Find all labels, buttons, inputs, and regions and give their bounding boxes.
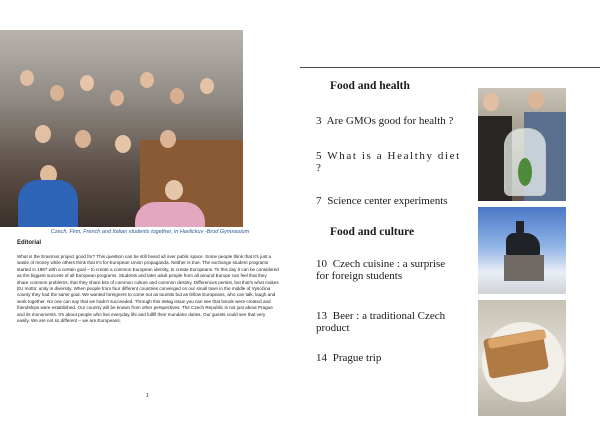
editorial-title: Editorial [17, 240, 42, 246]
toc-page-number: 14 [316, 352, 327, 364]
toc-title: Czech cuisine : a surprise for foreign students [316, 258, 446, 282]
toc-title: Science center experiments [327, 195, 448, 207]
toc-item[interactable] [316, 195, 476, 207]
toc-item[interactable] [316, 258, 456, 282]
toc-page-number: 7 [316, 195, 322, 207]
toc-page-number: 5 [316, 150, 322, 162]
toc-title: Prague trip [332, 352, 382, 364]
toc-page-number: 3 [316, 115, 322, 127]
divider [300, 67, 600, 68]
statue-photo [478, 207, 566, 294]
cake-photo [478, 300, 566, 416]
editorial-text: What is the Erasmus project good for? This question can be still heard all over public space. Some people think that it's just a waste of money while others think that it's for European Union propaganda. Neither is true. The exchange student programs started in 1987 with a certain goal – to create a common European identity, to create Europeans. To this day it can be considered as the biggest success of all European programs. Students and later adult people from all around Europe can feel that they share common problems, that they share bits of common culture and common destiny. Differences persist, but that's what makes EU motto: unity in diversity. When people from four different countries converged on our small town in the middle of Vysočina county they had the same goal. We wanted foreigners to come not as tourists but as fellow Europeans, who can talk, laugh and work together. No one can say that we hadn't succeeded. Through this eMag issue you can see that bonds were created and friendships were established. Our country will be known from other perspectives. The Czech Republic is not just about Prague and its monuments. It's about people who live everyday life and fulfill their mundane duties. Our guests could see that very easily. We are not so different – we are Europeans. [17, 254, 279, 324]
toc-item[interactable] [316, 115, 476, 127]
section-heading-food-and-culture: Food and culture [330, 226, 415, 238]
toc-page-number: 13 [316, 310, 327, 322]
toc-item[interactable] [316, 150, 466, 174]
section-heading-food-and-health: Food and health [330, 80, 410, 92]
toc-item[interactable] [316, 310, 476, 334]
toc-title: What is a Healthy diet ? [316, 150, 461, 174]
page-number: 1 [146, 393, 149, 399]
toc-title: Beer : a traditional Czech product [316, 310, 446, 334]
students-plant-photo [478, 88, 566, 201]
toc-item[interactable] [316, 352, 476, 364]
toc-page-number: 10 [316, 258, 327, 270]
group-photo [0, 30, 243, 227]
photo-caption: Czech, Finn, French and Italian students together, in Havlickuv -Brod Gymnasium [50, 229, 250, 235]
toc-title: Are GMOs good for health ? [326, 115, 454, 127]
